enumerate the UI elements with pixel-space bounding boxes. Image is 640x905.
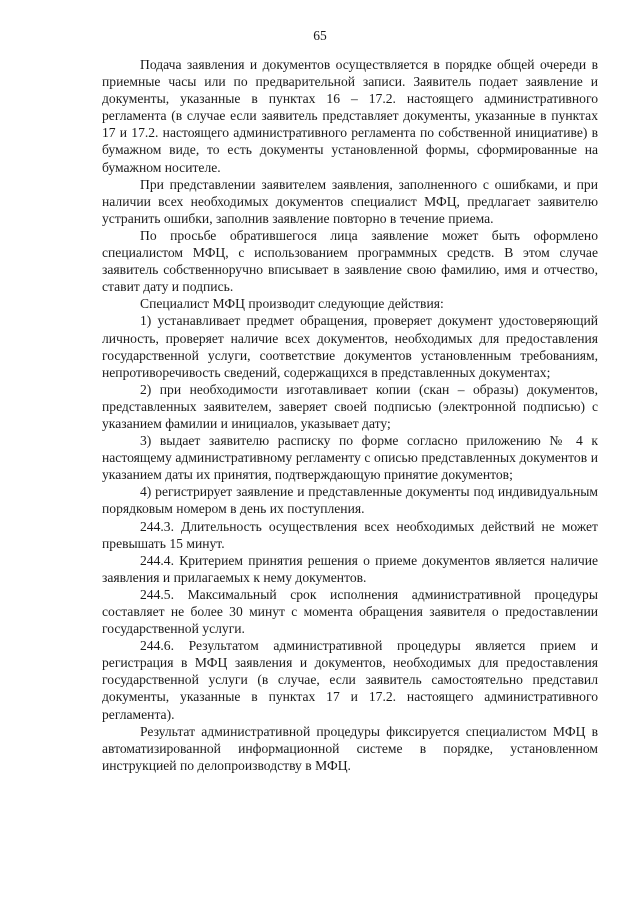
paragraph-specialist-actions-intro: Специалист МФЦ производит следующие действия: (140, 296, 444, 312)
list-item-3-issue-receipt: 3) выдает заявителю расписку по форме согласно приложению № 4 к настоящему административному регламенту с описью представленных документов и указанием даты их принятия, подтверждающую принятие документов; (102, 433, 598, 483)
clause-244-6: 244.6. Результатом административной процедуры является прием и регистрация в МФЦ заявления и документов, необходимых для предоставления государственной услуги (в случае, если заявитель самостоятельно представил документы, указанные в пунктах 17 и 17.2. настоящего административного регламента). (102, 638, 598, 722)
paragraph-result-recording: Результат административной процедуры фиксируется специалистом МФЦ в автоматизированной информационной системе в порядке, установленном инструкцией по делопроизводству в МФЦ. (102, 723, 598, 773)
document-body (102, 56, 598, 774)
paragraph-specialist-fills-form: По просьбе обратившегося лица заявление может быть оформлено специалистом МФЦ, с использованием программных средств. В этом случае заявитель собственноручно вписывает в заявление свою фамилию, имя и отчество, ставит дату и подпись. (102, 227, 598, 295)
clause-244-5: 244.5. Максимальный срок исполнения административной процедуры составляет не более 30 минут с момента обращения заявителя о предоставлении государственной услуги. (102, 586, 598, 637)
paragraph-submission-procedure: Подача заявления и документов осуществляется в порядке общей очереди в приемные часы или по предварительной записи. Заявитель подает заявление и документы, указанные в пунктах 16 – 17.2. настоящего административного регламента (в случае если заявитель представляет документы, указанные в пунктах 17 и 17.2. настоящего административного регламента по собственной инициативе) в бумажном виде, то есть документы установленной формы, сформированные на бумажном носителе. (102, 57, 598, 175)
list-item-4-register-application: 4) регистрирует заявление и представленные документы под индивидуальным порядковым номером в день их поступления. (102, 484, 598, 517)
clause-244-4: 244.4. Критерием принятия решения о приеме документов является наличие заявления и прилагаемых к нему документов. (102, 552, 598, 585)
paragraph-errors-in-application: При представлении заявителем заявления, заполненного с ошибками, и при наличии всех необходимых документов специалист МФЦ, предлагает заявителю устранить ошибки, заполнив заявление повторно в течение приема. (102, 176, 598, 226)
clause-244-3: 244.3. Длительность осуществления всех необходимых действий не может превышать 15 минут. (102, 518, 598, 551)
list-item-1-verify-documents: 1) устанавливает предмет обращения, проверяет документ удостоверяющий личность, проверяет наличие всех документов, необходимых для предоставления государственной услуги, соответствие документов установленным требованиям, непротиворечивость сведений, содержащихся в представленных документах; (102, 313, 598, 380)
page-number: 65 (313, 28, 327, 43)
list-item-2-make-copies: 2) при необходимости изготавливает копии (скан – образы) документов, представленных заявителем, заверяет своей подписью (электронной подписью) с указанием фамилии и инициалов, указывает дату; (102, 381, 598, 431)
